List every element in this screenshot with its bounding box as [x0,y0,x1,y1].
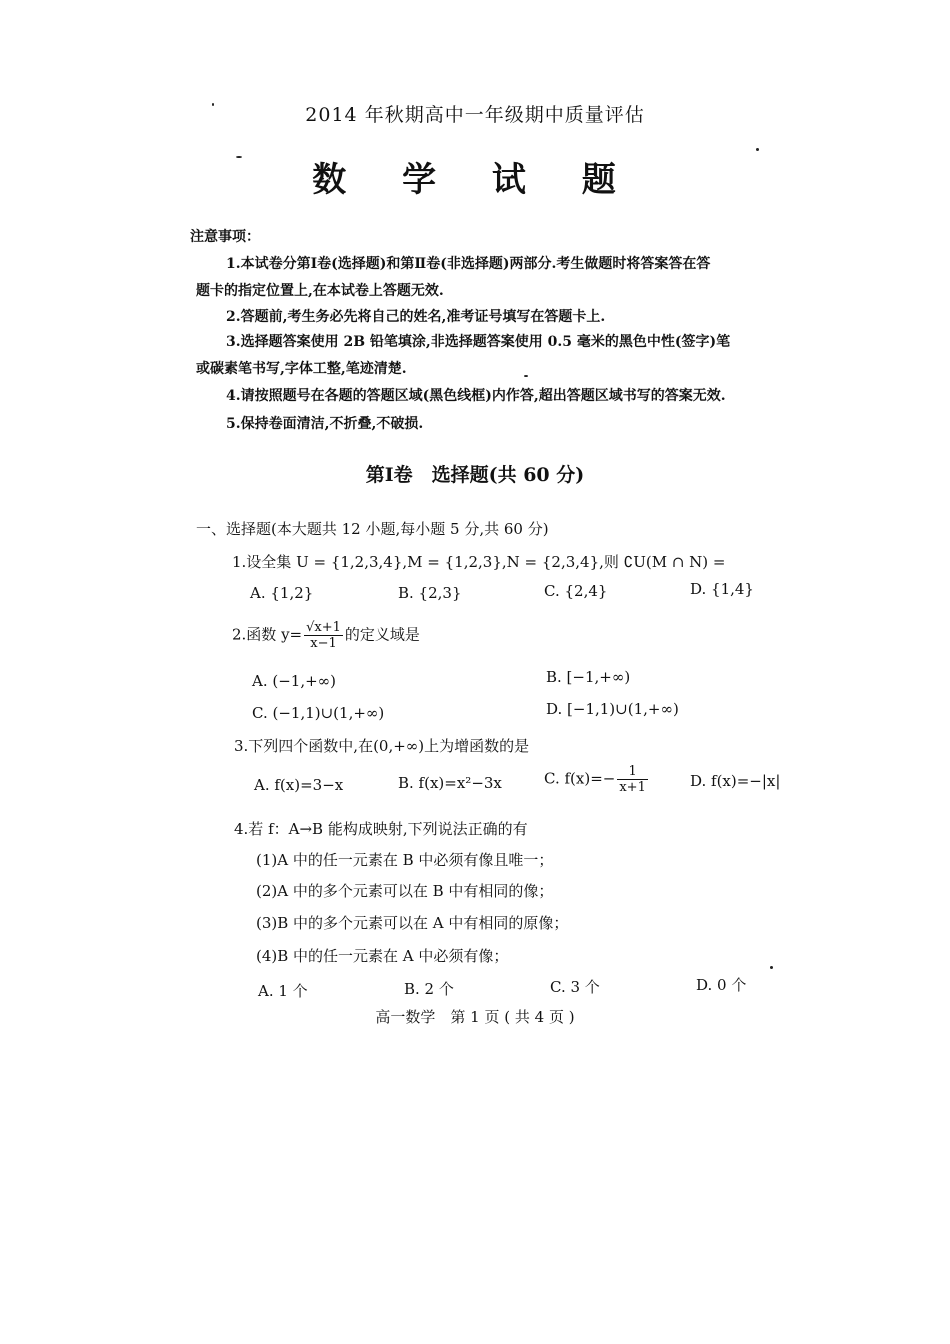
q2-option-a: A. (−1,+∞) [252,672,337,690]
scan-speck [236,156,242,158]
q3-option-c-denominator: x+1 [619,780,646,795]
q2-fraction [304,620,343,651]
q4-stem: 4.若 f：A→B 能构成映射,下列说法正确的有 [234,820,528,838]
q4-option-c: C. 3 个 [550,978,600,996]
q4-option-a: A. 1 个 [258,982,308,1000]
exam-title: 数 学 试 题 [312,160,638,200]
scan-speck [756,148,759,151]
q4-option-b: B. 2 个 [404,980,454,998]
notice-line-3-cont: 或碳素笔书写,字体工整,笔迹清楚. [196,361,407,377]
q3-option-b: B. f(x)=x²−3x [398,774,502,792]
q2-fraction-numerator: √x+1 [306,620,341,635]
q4-option-d: D. 0 个 [696,976,747,994]
q3-option-c-fraction [617,764,648,795]
part-title: 一、选择题(本大题共 12 小题,每小题 5 分,共 60 分) [196,520,549,538]
exam-subtitle: 2014 年秋期高中一年级期中质量评估 [305,104,645,126]
q1-option-b: B. {2,3} [398,584,462,602]
notice-line-3: 3.选择题答案使用 2B 铅笔填涂,非选择题答案使用 0.5 毫米的黑色中性(签字)笔 [226,334,731,350]
q3-option-d: D. f(x)=−|x| [690,772,781,790]
notice-line-4: 4.请按照题号在各题的答题区域(黑色线框)内作答,超出答题区域书写的答案无效. [226,388,726,404]
q3-option-a: A. f(x)=3−x [254,776,344,794]
q2-option-c: C. (−1,1)∪(1,+∞) [252,704,385,722]
q4-item-4: (4)B 中的任一元素在 A 中必须有像； [256,947,509,965]
q3-stem: 3.下列四个函数中,在(0,+∞)上为增函数的是 [234,737,530,755]
notice-line-1-cont: 题卡的指定位置上,在本试卷上答题无效. [196,283,444,299]
q3-option-c-numerator: 1 [617,764,648,780]
scan-speck [524,375,528,377]
notice-heading: 注意事项： [190,229,260,245]
section-title: 第Ⅰ卷 选择题(共 60 分) [365,464,585,486]
q3-option-c [544,764,650,795]
q2-prefix: 2.函数 y= [232,625,303,644]
page-footer: 高一数学 第 1 页 ( 共 4 页 ) [375,1008,575,1026]
q1-option-c: C. {2,4} [544,582,608,600]
q2-fraction-denominator: x−1 [310,636,337,651]
q2-stem [232,620,420,651]
q2-option-d: D. [−1,1)∪(1,+∞) [546,700,679,718]
notice-line-1: 1.本试卷分第Ⅰ卷(选择题)和第Ⅱ卷(非选择题)两部分.考生做题时将答案答在答 [226,256,711,272]
q3-option-c-prefix: C. f(x)=− [544,769,616,788]
scan-speck [212,103,214,106]
q2-option-b: B. [−1,+∞) [546,668,631,686]
notice-line-5: 5.保持卷面清洁,不折叠,不破损. [226,416,424,432]
q4-item-1: (1)A 中的任一元素在 B 中必须有像且唯一； [256,851,554,869]
q1-option-d: D. {1,4} [690,580,754,598]
q4-item-2: (2)A 中的多个元素可以在 B 中有相同的像； [256,882,554,900]
q1-option-a: A. {1,2} [250,584,314,602]
q2-suffix: 的定义域是 [344,625,420,644]
notice-line-2: 2.答题前,考生务必先将自己的姓名,准考证号填写在答题卡上. [226,309,606,325]
q1-stem: 1.设全集 U = {1,2,3,4},M = {1,2,3},N = {2,3,4},则 ∁U(M ∩ N) = [232,553,726,571]
q4-item-3: (3)B 中的多个元素可以在 A 中有相同的原像； [256,914,569,932]
scan-speck [770,966,773,969]
